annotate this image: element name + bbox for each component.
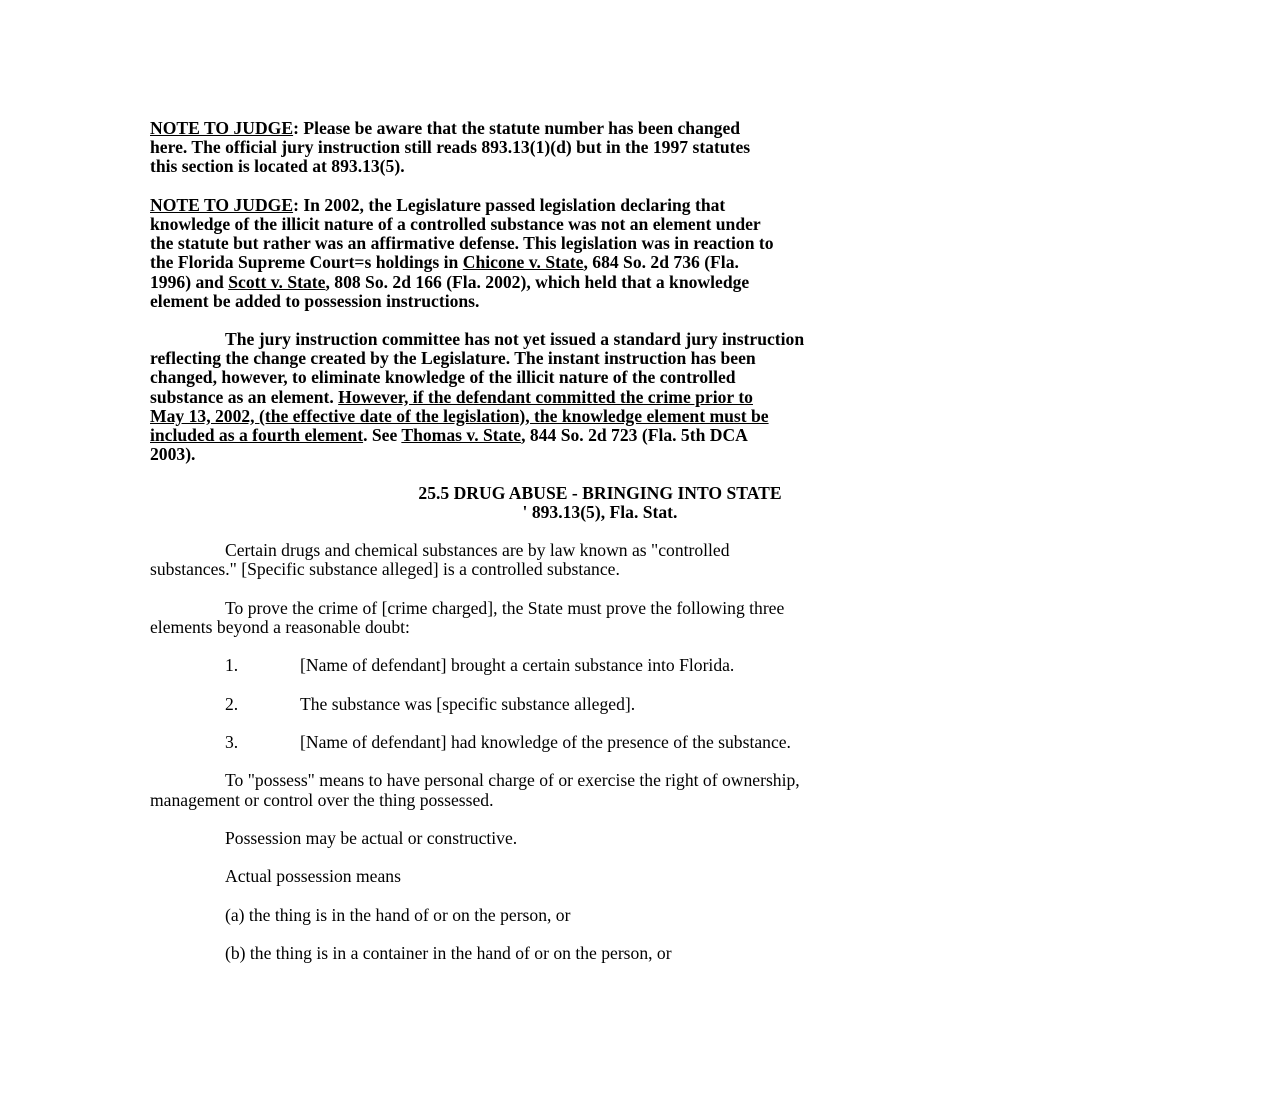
text-segment: (b) the thing is in a container in the hand of or on the person, or — [225, 943, 672, 964]
text-line — [150, 368, 1070, 387]
possession-types — [150, 829, 1070, 848]
text-line — [150, 157, 1070, 176]
text-segment: The substance was [specific substance alleged]. — [300, 693, 636, 714]
underlined-text: However, if the defendant committed the crime prior to — [338, 386, 753, 407]
text-segment: the Florida Supreme Court=s holdings in — [150, 252, 463, 273]
text-line — [150, 771, 1070, 790]
underlined-text: NOTE TO JUDGE — [150, 118, 294, 138]
element-2 — [150, 695, 1070, 714]
text-segment: management or control over the thing possessed. — [150, 789, 494, 810]
actual-possession-a — [150, 906, 1070, 925]
possess-definition — [150, 771, 1070, 809]
text-segment: ' 893.13(5), Fla. Stat. — [522, 501, 678, 522]
text-line — [150, 388, 1070, 407]
document-page — [150, 119, 1070, 982]
text-line — [150, 253, 1070, 272]
text-segment: , 684 So. 2d 736 (Fla. — [583, 252, 739, 273]
text-segment: (a) the thing is in the hand of or on the person, or — [225, 904, 571, 925]
underlined-text: Chicone v. State — [462, 252, 584, 273]
text-line — [150, 330, 1070, 349]
text-line — [150, 867, 1070, 886]
underlined-text: May 13, 2002, (the effective date of the legislation), the knowledge element must be — [150, 405, 769, 426]
text-line — [150, 560, 1070, 579]
text-segment: : In 2002, the Legislature passed legislation declaring that — [293, 194, 726, 215]
text-line — [150, 292, 1070, 311]
text-segment: [Name of defendant] had knowledge of the presence of the substance. — [300, 732, 791, 752]
text-line — [150, 541, 1070, 560]
text-segment: changed, however, to eliminate knowledge of the illicit nature of the controlled — [150, 367, 736, 388]
text-line — [150, 791, 1070, 810]
text-line — [150, 944, 1070, 963]
text-line — [150, 503, 1050, 522]
text-line — [150, 234, 1070, 253]
text-segment: knowledge of the illicit nature of a controlled substance was not an element under — [150, 213, 761, 234]
text-line — [150, 906, 1070, 925]
text-line — [150, 349, 1070, 368]
text-segment: : Please be aware that the statute number has been changed — [293, 118, 741, 138]
text-segment: To prove the crime of [crime charged], the State must prove the following three — [225, 597, 785, 618]
instruction-title — [150, 484, 1050, 522]
text-segment: this section is located at 893.13(5). — [150, 156, 405, 177]
text-segment: [Name of defendant] brought a certain substance into Florida. — [300, 655, 735, 676]
text-segment: reflecting the change created by the Legislature. The instant instruction has been — [150, 348, 756, 369]
text-segment: substances." [Specific substance alleged] is a controlled substance. — [150, 559, 620, 580]
text-line — [150, 618, 1070, 637]
text-segment: . See — [363, 425, 402, 445]
underlined-text: NOTE TO JUDGE — [150, 194, 294, 215]
text-line — [150, 426, 1070, 445]
elements-intro — [150, 599, 1070, 637]
text-line — [150, 196, 1070, 215]
element-number: 3. — [225, 732, 239, 752]
text-line — [150, 484, 1050, 503]
text-segment: the statute but rather was an affirmative defense. This legislation was in reaction to — [150, 233, 774, 254]
underlined-text: Thomas v. State — [401, 425, 522, 445]
text-line — [150, 656, 1070, 675]
text-segment: element be added to possession instructions. — [150, 290, 480, 311]
text-segment: substance as an element. — [150, 386, 339, 407]
underlined-text: Scott v. State — [228, 271, 326, 292]
text-line — [150, 273, 1070, 292]
text-line — [150, 407, 1070, 426]
text-segment: , 808 So. 2d 166 (Fla. 2002), which held that a knowledge — [325, 271, 750, 292]
text-line — [150, 733, 1070, 752]
text-segment: 2003). — [150, 444, 196, 465]
text-line — [150, 138, 1070, 157]
note-to-judge-statute — [150, 119, 1070, 177]
text-segment: Certain drugs and chemical substances are by law known as "controlled — [225, 540, 730, 561]
text-segment: 25.5 DRUG ABUSE - BRINGING INTO STATE — [418, 482, 782, 503]
actual-possession — [150, 867, 1070, 886]
text-segment: elements beyond a reasonable doubt: — [150, 616, 410, 637]
text-line — [150, 215, 1070, 234]
text-segment: The jury instruction committee has not yet issued a standard jury instruction — [225, 329, 805, 350]
text-segment: Actual possession means — [225, 866, 401, 887]
text-segment: Possession may be actual or constructive. — [225, 827, 518, 848]
underlined-text: included as a fourth element — [150, 425, 364, 445]
element-number: 1. — [225, 655, 239, 676]
text-segment: here. The official jury instruction still reads 893.13(1)(d) but in the 1997 statutes — [150, 137, 751, 158]
text-segment: , 844 So. 2d 723 (Fla. 5th DCA — [521, 425, 748, 445]
text-line — [150, 829, 1070, 848]
text-segment: 1996) and — [150, 271, 229, 292]
controlled-substances-definition — [150, 541, 1070, 579]
text-line — [150, 599, 1070, 618]
text-line — [150, 445, 1070, 464]
element-1 — [150, 656, 1070, 675]
committee-note — [150, 330, 1070, 464]
actual-possession-b — [150, 944, 1070, 963]
text-segment: To "possess" means to have personal charge of or exercise the right of ownership, — [225, 770, 800, 791]
text-line — [150, 119, 1070, 138]
text-line — [150, 695, 1070, 714]
note-to-judge-legislation — [150, 196, 1070, 311]
element-number: 2. — [225, 693, 239, 714]
element-3 — [150, 733, 1070, 752]
